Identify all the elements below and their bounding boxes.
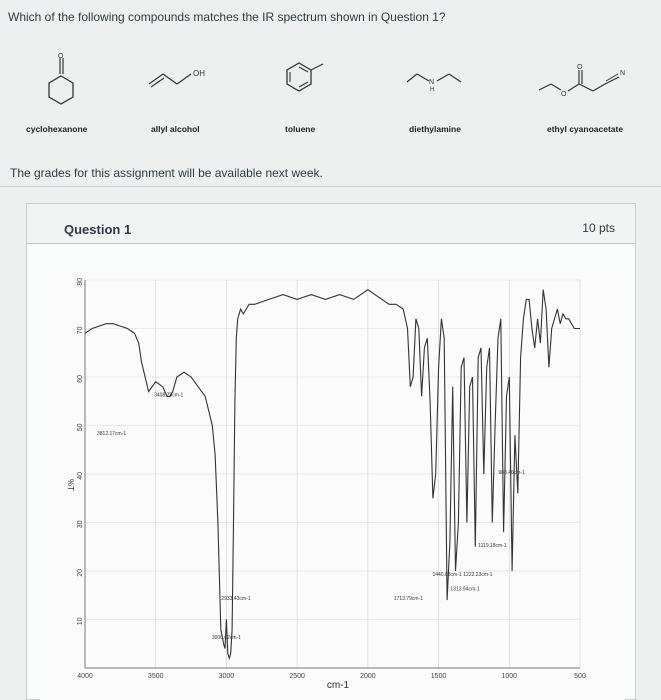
x-tick-label: 3000 xyxy=(218,673,235,680)
compound-name-allyl-alcohol: allyl alcohol xyxy=(151,124,200,134)
diethylamine-structure xyxy=(403,66,473,96)
svg-text:H: H xyxy=(430,87,435,93)
x-tick-label: 2000 xyxy=(360,673,376,680)
compound-name-ethyl-cyanoacetate: ethyl cyanoacetate xyxy=(547,124,624,134)
x-tick-label: 4000 xyxy=(77,673,93,680)
y-tick-label: 10 xyxy=(77,617,84,626)
toluene-structure xyxy=(282,58,332,98)
peak-annotation: 3812.17cm-1 xyxy=(96,431,127,438)
y-tick-label: 50 xyxy=(77,423,84,432)
y-tick-label: 80 xyxy=(77,278,84,286)
peak-annotation: 983.46cm-1 xyxy=(498,470,525,476)
y-axis-label: %T xyxy=(66,479,75,491)
y-tick-label: 40 xyxy=(77,472,84,480)
ethyl-cyanoacetate-structure xyxy=(535,60,635,102)
x-axis-label: cm-1 xyxy=(326,680,350,691)
svg-text:O: O xyxy=(577,64,583,71)
ir-spectrum xyxy=(40,270,625,700)
y-tick-label: 60 xyxy=(77,375,84,383)
x-tick-label: 3500 xyxy=(147,673,164,680)
x-tick-label: 1000 xyxy=(501,673,518,680)
x-tick-label: 1500 xyxy=(430,673,447,680)
question-prompt: Which of the following compounds matches the IR spectrum shown in Question 1? xyxy=(8,10,446,24)
y-tick-label: 70 xyxy=(77,326,84,335)
peak-annotation: 1713.79cm-1 xyxy=(393,596,424,603)
nitrile-label: N xyxy=(620,70,626,77)
compound-name-toluene: toluene xyxy=(285,124,316,134)
grades-notice: The grades for this assignment will be available next week. xyxy=(10,166,323,180)
allyl-alcohol-structure xyxy=(145,62,215,92)
cyclohexanone-structure xyxy=(40,52,80,114)
x-tick-label: 500 xyxy=(574,673,586,680)
peak-annotation: 1440.88cm-1 xyxy=(432,571,462,578)
peak-annotation: 2933.43cm-1 xyxy=(221,596,251,603)
peak-annotation: 3000.02cm-1 xyxy=(211,634,242,641)
question-header xyxy=(27,204,635,244)
x-tick-label: 2500 xyxy=(289,673,305,680)
compound-name-cyclohexanone: cyclohexanone xyxy=(26,124,88,134)
ir-spectrum-chart xyxy=(40,270,625,700)
divider xyxy=(0,186,661,187)
y-tick-label: 20 xyxy=(77,569,84,577)
compound-name-diethylamine: diethylamine xyxy=(409,124,461,134)
question-points: 10 pts xyxy=(582,221,615,235)
question-title: Question 1 xyxy=(64,222,132,237)
peak-annotation: 1222.23cm-1 xyxy=(463,571,493,578)
y-tick-label: 30 xyxy=(77,520,84,529)
peak-annotation: 1313.94cm-1 xyxy=(450,586,480,593)
svg-text:O: O xyxy=(58,53,64,60)
hydroxyl-label: OH xyxy=(193,69,205,78)
peak-annotation: 1119.18cm-1 xyxy=(478,542,507,549)
ester-oxygen-label: O xyxy=(561,91,567,98)
peak-annotation: 3408.75cm-1 xyxy=(154,392,184,399)
amine-label: N xyxy=(429,79,435,86)
